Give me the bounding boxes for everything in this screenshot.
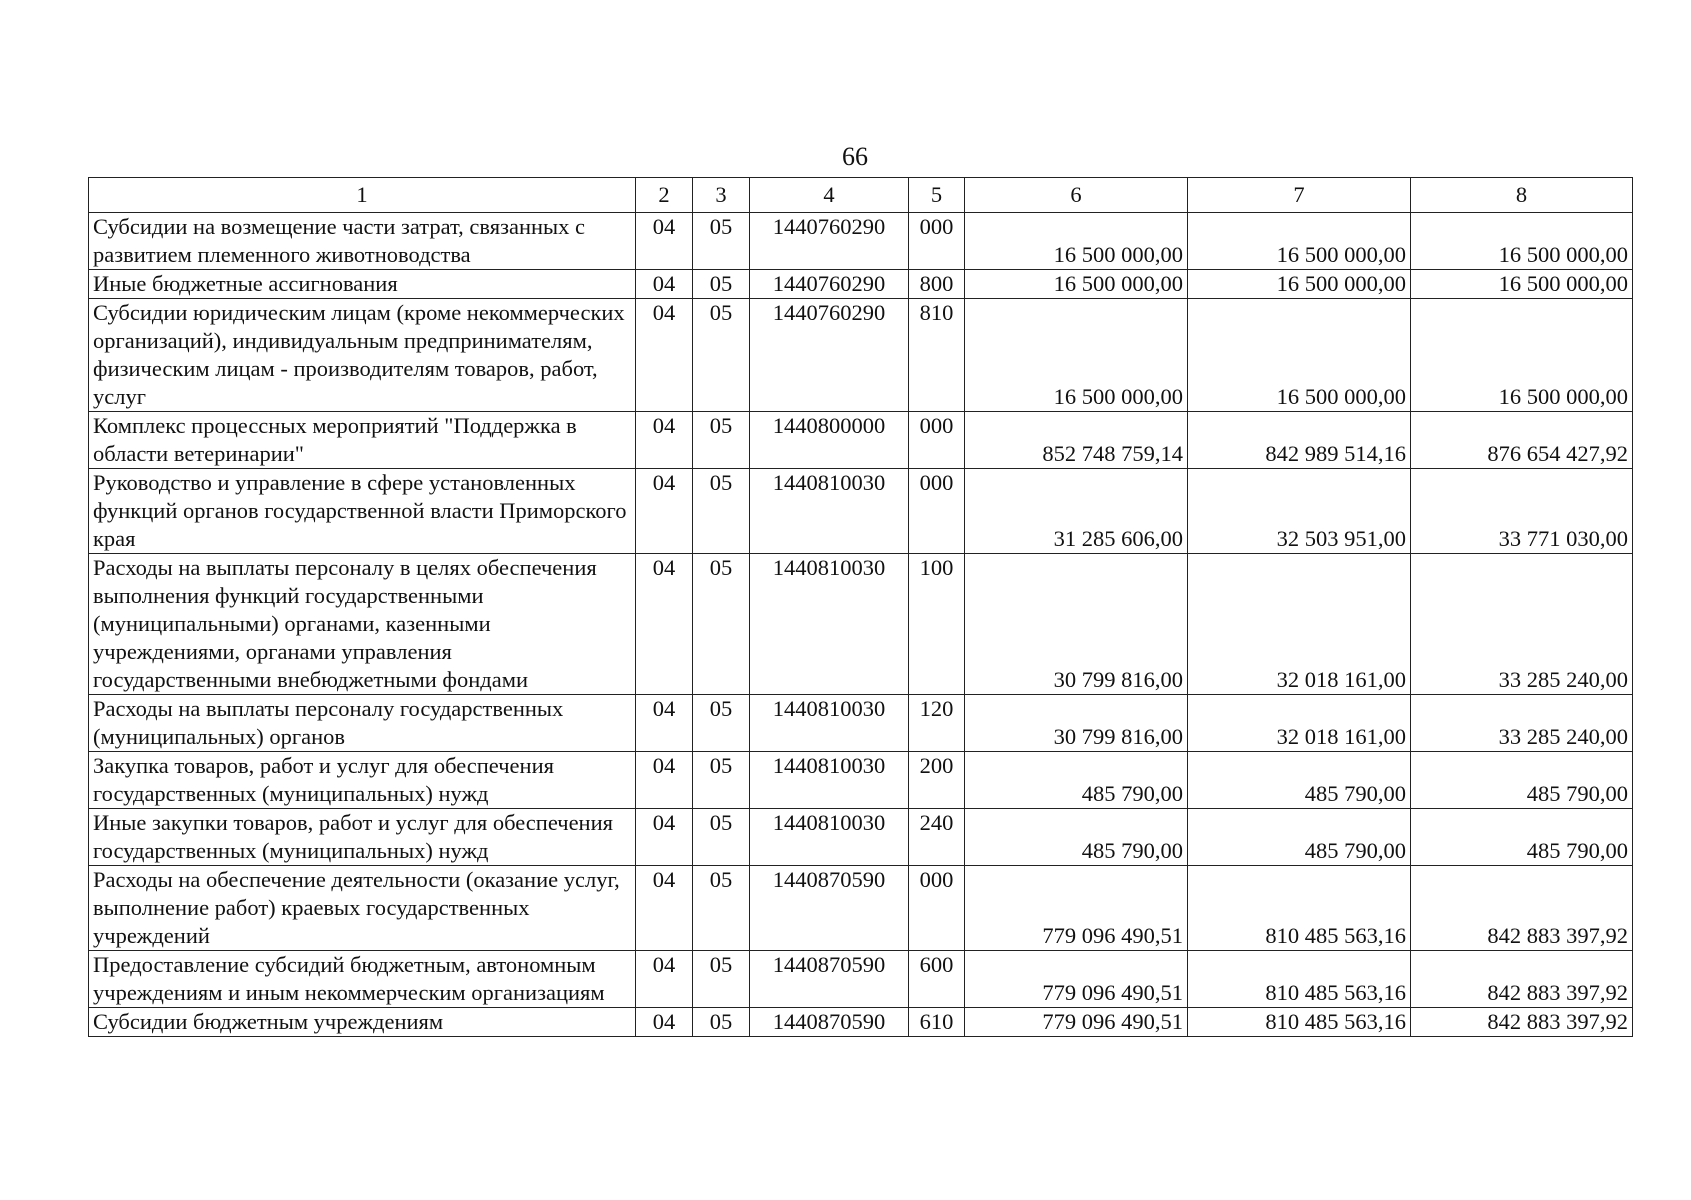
amount-col-8: 16 500 000,00: [1411, 213, 1633, 270]
table-row: [89, 469, 1633, 554]
amount-col-8: 33 771 030,00: [1411, 469, 1633, 554]
table-row: [89, 270, 1633, 299]
subsection-code: 05: [693, 554, 750, 695]
expense-type-code: 000: [909, 469, 965, 554]
amount-col-7: 810 485 563,16: [1188, 866, 1411, 951]
column-header-5: 5: [909, 178, 965, 213]
expense-name: Расходы на выплаты персоналу государственных (муниципальных) органов: [89, 695, 636, 752]
expense-name: Руководство и управление в сфере установленных функций органов государственной власти Приморского края: [89, 469, 636, 554]
expense-type-code: 240: [909, 809, 965, 866]
amount-col-7: 485 790,00: [1188, 809, 1411, 866]
header-row: [89, 178, 1633, 213]
target-article-code: 1440760290: [750, 270, 909, 299]
amount-col-6: 485 790,00: [965, 752, 1188, 809]
subsection-code: 05: [693, 213, 750, 270]
expense-name: Иные бюджетные ассигнования: [89, 270, 636, 299]
section-code: 04: [636, 1008, 693, 1037]
table-row: [89, 951, 1633, 1008]
subsection-code: 05: [693, 695, 750, 752]
amount-col-7: 842 989 514,16: [1188, 412, 1411, 469]
target-article-code: 1440810030: [750, 469, 909, 554]
subsection-code: 05: [693, 299, 750, 412]
table-row: [89, 412, 1633, 469]
column-header-7: 7: [1188, 178, 1411, 213]
amount-col-8: 842 883 397,92: [1411, 1008, 1633, 1037]
amount-col-6: 852 748 759,14: [965, 412, 1188, 469]
subsection-code: 05: [693, 469, 750, 554]
target-article-code: 1440760290: [750, 299, 909, 412]
subsection-code: 05: [693, 809, 750, 866]
amount-col-7: 16 500 000,00: [1188, 270, 1411, 299]
expense-name: Субсидии на возмещение части затрат, связанных с развитием племенного животноводства: [89, 213, 636, 270]
section-code: 04: [636, 469, 693, 554]
column-header-4: 4: [750, 178, 909, 213]
section-code: 04: [636, 695, 693, 752]
subsection-code: 05: [693, 752, 750, 809]
amount-col-6: 16 500 000,00: [965, 213, 1188, 270]
subsection-code: 05: [693, 1008, 750, 1037]
expense-type-code: 120: [909, 695, 965, 752]
expense-type-code: 600: [909, 951, 965, 1008]
amount-col-7: 32 503 951,00: [1188, 469, 1411, 554]
target-article-code: 1440810030: [750, 752, 909, 809]
section-code: 04: [636, 809, 693, 866]
expense-name: Комплекс процессных мероприятий "Поддержка в области ветеринарии": [89, 412, 636, 469]
target-article-code: 1440810030: [750, 809, 909, 866]
amount-col-7: 810 485 563,16: [1188, 951, 1411, 1008]
amount-col-8: 485 790,00: [1411, 809, 1633, 866]
column-header-8: 8: [1411, 178, 1633, 213]
expense-type-code: 200: [909, 752, 965, 809]
expense-name: Предоставление субсидий бюджетным, автономным учреждениям и иным некоммерческим организациям: [89, 951, 636, 1008]
amount-col-6: 16 500 000,00: [965, 270, 1188, 299]
column-header-3: 3: [693, 178, 750, 213]
target-article-code: 1440870590: [750, 866, 909, 951]
target-article-code: 1440810030: [750, 554, 909, 695]
expense-type-code: 000: [909, 412, 965, 469]
section-code: 04: [636, 299, 693, 412]
expense-type-code: 800: [909, 270, 965, 299]
amount-col-8: 876 654 427,92: [1411, 412, 1633, 469]
section-code: 04: [636, 752, 693, 809]
amount-col-6: 779 096 490,51: [965, 866, 1188, 951]
amount-col-6: 30 799 816,00: [965, 554, 1188, 695]
expense-name: Субсидии бюджетным учреждениям: [89, 1008, 636, 1037]
amount-col-6: 779 096 490,51: [965, 951, 1188, 1008]
column-header-2: 2: [636, 178, 693, 213]
table-body: [89, 213, 1633, 1037]
amount-col-6: 30 799 816,00: [965, 695, 1188, 752]
amount-col-7: 32 018 161,00: [1188, 554, 1411, 695]
section-code: 04: [636, 866, 693, 951]
budget-table: [88, 177, 1633, 1037]
expense-type-code: 100: [909, 554, 965, 695]
expense-type-code: 610: [909, 1008, 965, 1037]
target-article-code: 1440760290: [750, 213, 909, 270]
target-article-code: 1440800000: [750, 412, 909, 469]
amount-col-7: 16 500 000,00: [1188, 299, 1411, 412]
expense-name: Расходы на выплаты персоналу в целях обеспечения выполнения функций государственными (муниципальными) органами, казенными учреждениями, органами управления государственными внебюджетными фондами: [89, 554, 636, 695]
table-row: [89, 299, 1633, 412]
target-article-code: 1440870590: [750, 951, 909, 1008]
amount-col-8: 16 500 000,00: [1411, 270, 1633, 299]
amount-col-6: 16 500 000,00: [965, 299, 1188, 412]
subsection-code: 05: [693, 270, 750, 299]
table-row: [89, 695, 1633, 752]
expense-name: Закупка товаров, работ и услуг для обеспечения государственных (муниципальных) нужд: [89, 752, 636, 809]
amount-col-8: 842 883 397,92: [1411, 951, 1633, 1008]
subsection-code: 05: [693, 866, 750, 951]
section-code: 04: [636, 554, 693, 695]
amount-col-7: 810 485 563,16: [1188, 1008, 1411, 1037]
section-code: 04: [636, 951, 693, 1008]
amount-col-8: 33 285 240,00: [1411, 695, 1633, 752]
expense-name: Расходы на обеспечение деятельности (оказание услуг, выполнение работ) краевых государственных учреждений: [89, 866, 636, 951]
table-row: [89, 554, 1633, 695]
amount-col-6: 485 790,00: [965, 809, 1188, 866]
section-code: 04: [636, 270, 693, 299]
section-code: 04: [636, 213, 693, 270]
amount-col-7: 32 018 161,00: [1188, 695, 1411, 752]
column-header-6: 6: [965, 178, 1188, 213]
target-article-code: 1440870590: [750, 1008, 909, 1037]
amount-col-8: 33 285 240,00: [1411, 554, 1633, 695]
column-header-1: 1: [89, 178, 636, 213]
expense-name: Субсидии юридическим лицам (кроме некоммерческих организаций), индивидуальным предпринимателям, физическим лицам - производителям товаров, работ, услуг: [89, 299, 636, 412]
expense-name: Иные закупки товаров, работ и услуг для обеспечения государственных (муниципальных) нужд: [89, 809, 636, 866]
table-row: [89, 752, 1633, 809]
table-row: [89, 1008, 1633, 1037]
target-article-code: 1440810030: [750, 695, 909, 752]
section-code: 04: [636, 412, 693, 469]
expense-type-code: 000: [909, 866, 965, 951]
amount-col-8: 842 883 397,92: [1411, 866, 1633, 951]
amount-col-8: 16 500 000,00: [1411, 299, 1633, 412]
page-number: 66: [842, 142, 868, 171]
amount-col-6: 779 096 490,51: [965, 1008, 1188, 1037]
amount-col-7: 485 790,00: [1188, 752, 1411, 809]
table-row: [89, 809, 1633, 866]
expense-type-code: 000: [909, 213, 965, 270]
amount-col-8: 485 790,00: [1411, 752, 1633, 809]
amount-col-6: 31 285 606,00: [965, 469, 1188, 554]
table-row: [89, 213, 1633, 270]
amount-col-7: 16 500 000,00: [1188, 213, 1411, 270]
subsection-code: 05: [693, 412, 750, 469]
table-row: [89, 866, 1633, 951]
expense-type-code: 810: [909, 299, 965, 412]
subsection-code: 05: [693, 951, 750, 1008]
